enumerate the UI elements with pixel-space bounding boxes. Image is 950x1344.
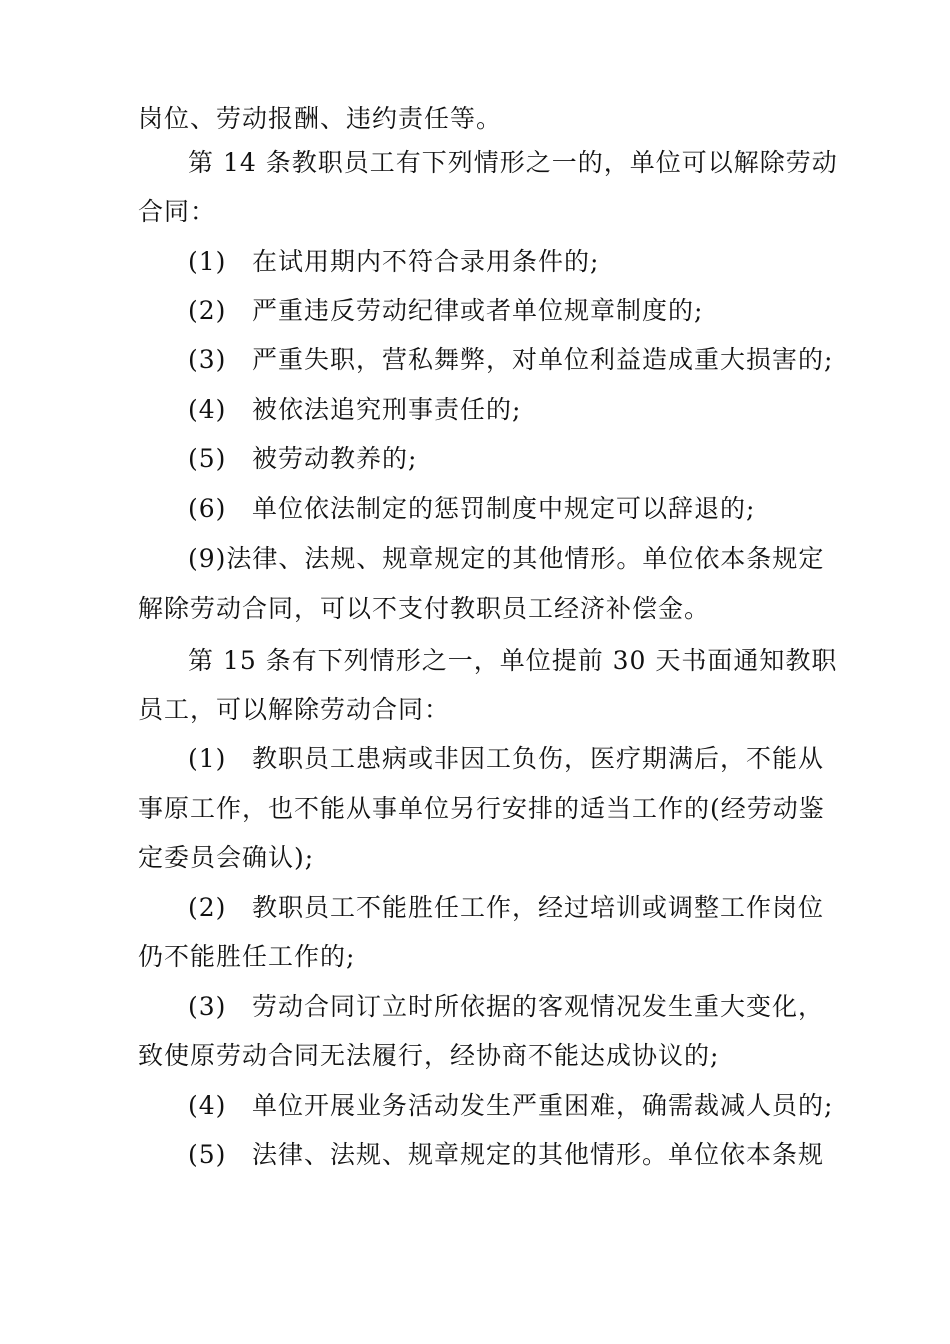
line-text: 定委员会确认); (138, 843, 315, 872)
paragraph-line (138, 104, 502, 134)
list-item (188, 1091, 833, 1121)
article-15-heading (188, 646, 837, 676)
paragraph-line (138, 695, 450, 725)
item-text: 劳动合同订立时所依据的客观情况发生重大变化， (252, 992, 825, 1021)
item-number: (3) (188, 345, 227, 374)
item-number: (1) (188, 247, 227, 276)
list-item (188, 247, 599, 277)
line-text: 员工，可以解除劳动合同： (138, 695, 451, 724)
paragraph-line (138, 197, 216, 227)
item-number: (6) (188, 494, 227, 523)
item-text: 严重失职，营私舞弊，对单位利益造成重大损害的; (252, 345, 834, 374)
paragraph-line (138, 594, 710, 624)
item-number: (4) (188, 1091, 227, 1120)
line-text: 仍不能胜任工作的; (138, 942, 356, 971)
list-item (188, 494, 755, 524)
item-number: (2) (188, 296, 227, 325)
item-text: 严重违反劳动纪律或者单位规章制度的; (252, 296, 704, 325)
list-item (188, 992, 824, 1022)
item-text: 被劳动教养的; (252, 444, 418, 473)
list-item (188, 893, 824, 923)
paragraph-line (138, 794, 825, 824)
line-text: 解除劳动合同，可以不支付教职员工经济补偿金。 (138, 594, 711, 623)
item-number: (2) (188, 893, 227, 922)
item-text: 单位依法制定的惩罚制度中规定可以辞退的; (252, 494, 756, 523)
list-item (188, 1140, 824, 1170)
item-text: 单位开展业务活动发生严重困难，确需裁减人员的; (252, 1091, 834, 1120)
paragraph-line (138, 1041, 719, 1071)
paragraph-line (138, 843, 314, 873)
item-text: 被依法追究刑事责任的; (252, 395, 522, 424)
item-number: (4) (188, 395, 227, 424)
item-text: 法律、法规、规章规定的其他情形。单位依本条规 (252, 1140, 825, 1169)
line-text: 第 15 条有下列情形之一，单位提前 30 天书面通知教职 (188, 646, 838, 675)
item-text: 教职员工不能胜任工作，经过培训或调整工作岗位 (252, 893, 825, 922)
item-number: (5) (188, 1140, 227, 1169)
list-item (188, 444, 417, 474)
item-text: 在试用期内不符合录用条件的; (252, 247, 600, 276)
line-text: 第 14 条教职员工有下列情形之一的，单位可以解除劳动 (188, 148, 838, 177)
line-text: (9)法律、法规、规章规定的其他情形。单位依本条规定 (188, 544, 825, 573)
list-item (188, 345, 833, 375)
line-text: 合同： (138, 197, 217, 226)
item-number: (5) (188, 444, 227, 473)
line-text: 事原工作，也不能从事单位另行安排的适当工作的(经劳动鉴 (138, 794, 825, 823)
article-14-heading (188, 148, 838, 178)
item-number: (1) (188, 744, 227, 773)
item-text: 教职员工患病或非因工负伤，医疗期满后，不能从 (252, 744, 825, 773)
item-number: (3) (188, 992, 227, 1021)
list-item (188, 395, 521, 425)
list-item (188, 296, 703, 326)
line-text: 致使原劳动合同无法履行，经协商不能达成协议的; (138, 1041, 720, 1070)
paragraph-line (188, 544, 824, 574)
list-item (188, 744, 824, 774)
line-text: 岗位、劳动报酬、违约责任等。 (138, 104, 503, 133)
paragraph-line (138, 942, 355, 972)
